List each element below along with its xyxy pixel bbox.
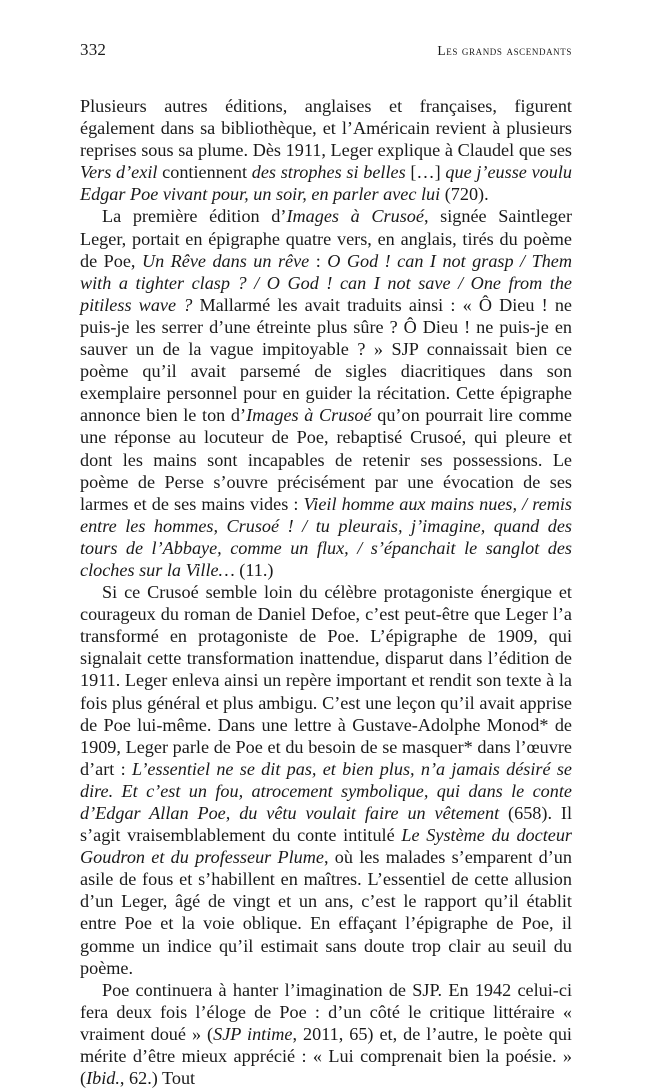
italic-run: L’essentiel ne se dit pas, et bien plus, n’a jamais désiré se dire. Et c’est un fou, atrocement symbolique, qui dans le conte d’Edgar Allan Poe, du vêtu voulait faire un vêtement [80,758,573,823]
text-run: contiennent [157,162,252,183]
text-run: (658). Il s’agit vraisemblablement du conte intitulé [80,803,572,846]
paragraph [80,581,572,979]
paragraph [80,95,572,205]
italic-run: Un Rêve dans un rêve [141,250,310,271]
italic-run: Le Système du docteur Goudron et du professeur Plume [80,825,572,868]
paragraph [80,979,572,1089]
body-text [80,95,572,1089]
text-run: (11.) [234,559,274,580]
italic-run: Vers d’exil [80,162,158,183]
italic-run: Ibid. [86,1068,120,1089]
text-run: Poe continuera à hanter l’imagination de SJP. En 1942 celui-ci fera deux fois l’éloge de Poe : d’un côté le critique littéraire « vraiment doué » ( [80,979,572,1044]
text-run: , signée Saintleger Leger, portait en épigraphe quatre vers, en anglais, tirés du poème de Poe, [80,206,572,271]
italic-run: Images à Crusoé [286,206,424,227]
page-number: 332 [80,40,107,59]
italic-run: que j’eusse voulu Edgar Poe vivant pour, un soir, en parler avec lui [80,162,572,205]
text-run: : [309,250,328,271]
italic-run: Images à Crusoé [246,405,372,426]
italic-run: O God ! can I not grasp / Them with a tighter clasp ? / O God ! can I not save / One from the pitiless wave ? [80,250,572,315]
text-run: (720). [440,184,489,205]
text-run: , 2011, 65) et, de l’autre, le poète qui mérite d’être mieux apprécié : « Lui comprenait bien la poésie. » ( [80,1023,572,1089]
italic-run: des strophes si belles [251,162,406,183]
text-run: Si ce Crusoé semble loin du célèbre protagoniste énergique et courageux du roman de Daniel Defoe, c’est peut-être que Leger l’a transformé en protagoniste de Poe. L’épigraphe de 1909, qui signalait cette transformation inattendue, disparut dans l’édition de 1911. Leger enleva ainsi un repère important et rendit son texte à la fois plus général et plus ambigu. C’est une leçon qu’il avait apprise de Poe lui-même. Dans une lettre à Gustave-Adolphe Monod* de 1909, Leger parle de Poe et du besoin de se masquer* dans l’œuvre d’art : [80,582,572,779]
running-head: Les grands ascendants [437,43,572,58]
text-run: , 62.) Tout [119,1068,196,1089]
text-run: qu’on pourrait lire comme une réponse au locuteur de Poe, rebaptisé Crusoé, qui pleure et dont les mains sont incapables de retenir ses possessions. Le poème de Perse s’ouvre précisément par une évocation de ses larmes et de ses mains vides : [80,405,572,514]
text-run: Plusieurs autres éditions, anglaises et françaises, figurent également dans sa bibliothèque, et l’Américain revient à plusieurs reprises sous sa plume. Dès 1911, Leger explique à Claudel que ses [80,96,572,161]
text-run: […] [405,162,446,183]
text-run: La première édition d’ [102,206,287,227]
text-run: Mallarmé les avait traduits ainsi : « Ô Dieu ! ne puis-je les serrer d’une étreinte plus sûre ? Ô Dieu ! ne puis-je en sauver un de la vague impitoyable ? » SJP connaissait bien ce poème qu’il avait parsemé de sigles diacritiques dans son exemplaire personnel pour en guider la récitation. Cette épigraphe annonce bien le ton d’ [80,294,573,426]
italic-run: Vieil homme aux mains nues, / remis entre les hommes, Crusoé ! / tu pleurais, j’imagine, quand des tours de l’Abbaye, comme un flux, / s’épanchait le sanglot des cloches sur la Ville… [80,493,572,580]
paragraph [80,205,572,581]
italic-run: SJP intime [213,1023,293,1044]
text-run: , où les malades s’emparent d’un asile de fous et s’habillent en maîtres. L’essentiel de cette allusion d’un Leger, âgé de vingt et un ans, c’est le rapport qu’il établit entre Poe et la voie oblique. En effaçant l’épigraphe de Poe, il gomme un indice qu’il estimait sans doute trop clair au seuil du poème. [80,847,572,978]
